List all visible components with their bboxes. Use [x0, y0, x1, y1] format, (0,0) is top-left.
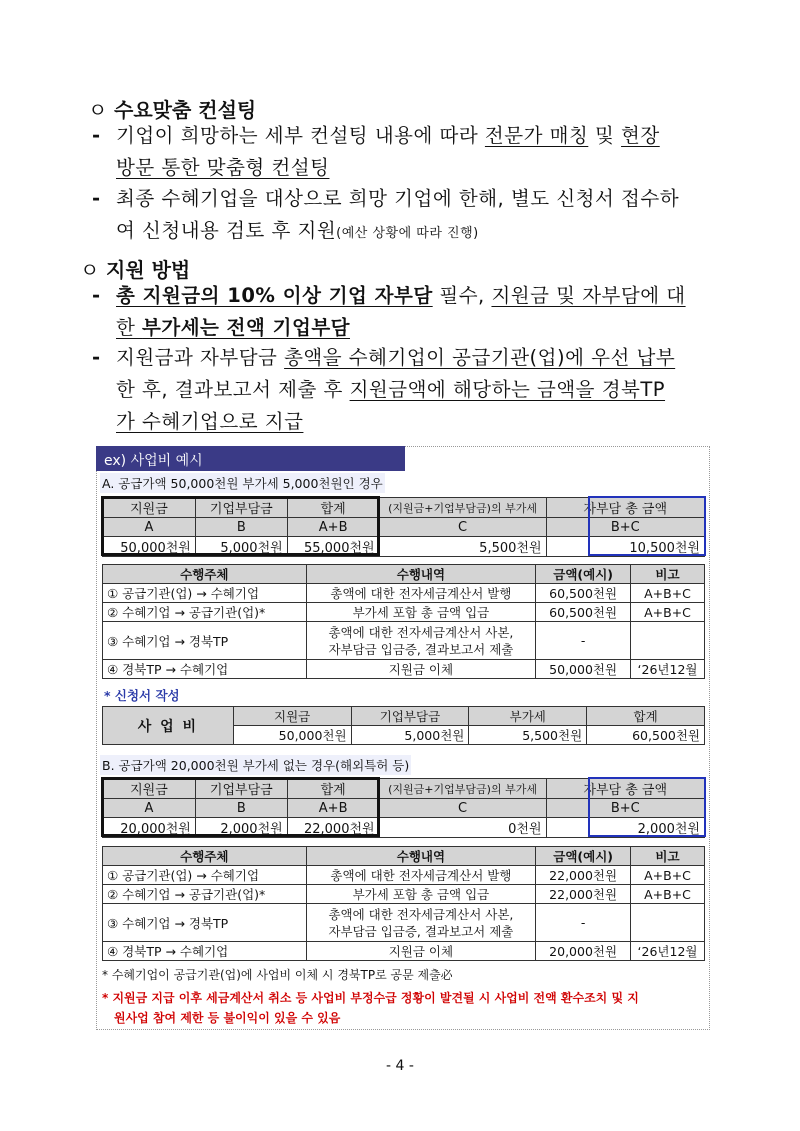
section-title-consulting: ㅇ 수요맞춤 컨설팅 — [88, 94, 256, 123]
table-row: ④ 경북TP → 수혜기업 지원금 이체 20,000천원 ‘26년12월 — [103, 942, 705, 961]
note-official-letter: * 수혜기업이 공급기관(업)에 사업비 이체 시 경북TP로 공문 제출必 — [102, 968, 453, 982]
table-row: ① 공급기관(업) → 수혜기업 총액에 대한 전자세금계산서 발행 22,000천원 A+B+C — [103, 866, 705, 885]
warning-note: * 지원금 지급 이후 세금계산서 취소 등 사업비 부정수급 정황이 발견될 시 사업비 전액 환수조치 및 지 원사업 참여 제한 등 불이익이 있을 수 있음 — [102, 991, 639, 1025]
paragraph-method-2: - 지원금과 자부담금 총액을 수혜기업이 공급기관(업)에 우선 납부 한 후, 결과보고서 제출 후 지원금액에 해당하는 금액을 경북TP 가 수혜기업으로 지급 — [92, 346, 676, 433]
table-header-row: 수행주체 수행내역 금액(예시) 비고 — [103, 847, 705, 866]
table-row: ③ 수혜기업 → 경북TP 총액에 대한 전자세금계산서 사본, 자부담금 입금증, 결과보고서 제출 - — [103, 904, 705, 942]
paragraph-consulting-2: - 최종 수혜기업을 대상으로 희망 기업에 한해, 별도 신청서 접수하 여 신청내용 검토 후 지원(예산 상황에 따라 진행) — [92, 187, 680, 242]
table-row: 20,000천원 2,000천원 22,000천원 0천원 2,000천원 — [103, 818, 705, 838]
table-header-row: 지원금 기업부담금 합계 (지원금+기업부담금)의 부가세 자부담 총 금액 — [103, 779, 705, 799]
bullet: ㅇ — [88, 98, 108, 122]
table-row: 50,000천원 5,000천원 5,500천원 60,500천원 — [103, 726, 705, 745]
table-symbol-row: A B A+B C B+C — [103, 518, 705, 537]
case-a-summary-table — [102, 497, 705, 557]
section-title-support-method: ㅇ 지원 방법 — [80, 258, 191, 282]
paragraph-consulting-1: - 기업이 희망하는 세부 컨설팅 내용에 따라 전문가 매칭 및 현장 방문 통한 맞춤형 컨설팅 — [92, 124, 660, 179]
case-a-process-table — [102, 564, 705, 679]
page-number: - 4 - — [386, 1058, 414, 1074]
paragraph-method-1: - 총 지원금의 10% 이상 기업 자부담 필수, 지원금 및 자부담에 대 한 부가세는 전액 기업부담 — [92, 284, 686, 339]
table-header-row: 수행주체 수행내역 금액(예시) 비고 — [103, 565, 705, 584]
application-label: * 신청서 작성 — [104, 688, 180, 703]
table-row: ② 수혜기업 → 공급기관(업)* 부가세 포함 총 금액 입금 22,000천원 A+B+C — [103, 885, 705, 904]
case-a-title: A. 공급가액 50,000천원 부가세 5,000천원인 경우 — [100, 473, 385, 493]
table-row: ④ 경북TP → 수혜기업 지원금 이체 50,000천원 ‘26년12월 — [103, 660, 705, 679]
table-row: ② 수혜기업 → 공급기관(업)* 부가세 포함 총 금액 입금 60,500천원 A+B+C — [103, 603, 705, 622]
table-row: 50,000천원 5,000천원 55,000천원 5,500천원 10,500천원 — [103, 537, 705, 557]
table-header-row: 지원금 기업부담금 합계 (지원금+기업부담금)의 부가세 자부담 총 금액 — [103, 498, 705, 518]
example-header: ex) 사업비 예시 — [96, 446, 405, 471]
case-b-process-table — [102, 846, 705, 961]
case-b-summary-table — [102, 778, 705, 838]
table-row: ③ 수혜기업 → 경북TP 총액에 대한 전자세금계산서 사본, 자부담금 입금증, 결과보고서 제출 - — [103, 622, 705, 660]
application-budget-table: 사 업 비 지원금 기업부담금 부가세 합계 50,000천원 5,000천원 5,500천원 60,500천원 — [102, 706, 705, 745]
row-label: 사 업 비 — [103, 707, 234, 745]
table-row: ① 공급기관(업) → 수혜기업 총액에 대한 전자세금계산서 발행 60,500천원 A+B+C — [103, 584, 705, 603]
table-symbol-row: A B A+B C B+C — [103, 799, 705, 818]
case-b-title: B. 공급가액 20,000천원 부가세 없는 경우(해외특허 등) — [100, 755, 411, 775]
